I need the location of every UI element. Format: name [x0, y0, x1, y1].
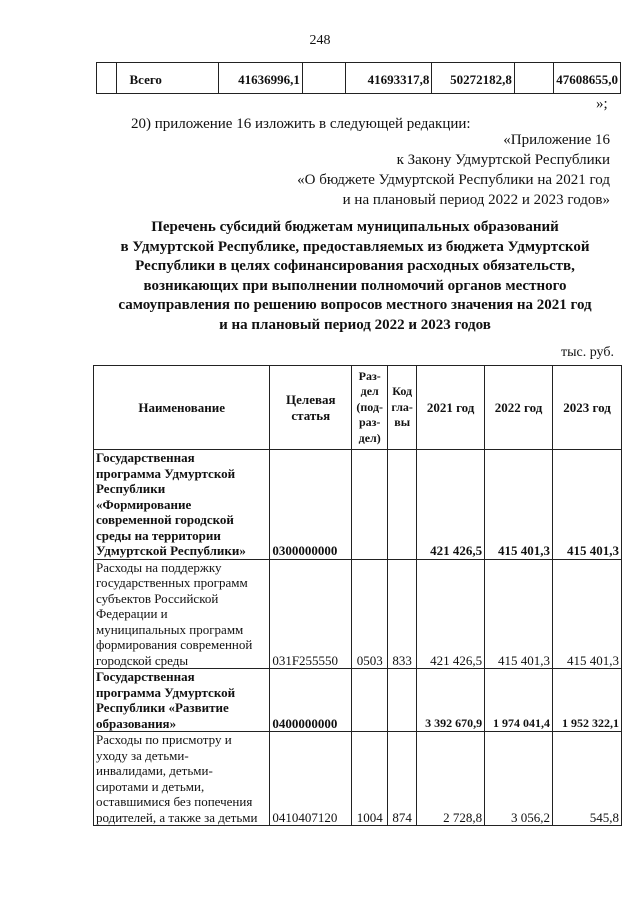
title-line: в Удмуртской Республике, предоставляемых из бюджета Удмуртской: [120, 238, 590, 255]
appendix-line: к Закону Удмуртской Республики: [396, 152, 610, 168]
name-line: субъектов Российской: [96, 590, 219, 606]
name-line: муниципальных программ: [96, 621, 244, 637]
table-row: [94, 732, 622, 826]
name-line: родителей, а также за детьми: [96, 809, 258, 825]
quote-end: »;: [596, 96, 608, 112]
row-target: 0300000000: [270, 450, 352, 560]
row-target: 0410407120: [270, 732, 352, 826]
title-line: возникающих при выполнении полномочий органов местного: [143, 277, 567, 294]
row-code: [388, 669, 417, 732]
table-cell: [514, 63, 553, 94]
row-2022: 415 401,3: [485, 450, 553, 560]
name-line: Расходы по присмотру и: [96, 732, 232, 747]
row-name: [94, 669, 270, 732]
name-line: Республики «Развитие: [96, 700, 229, 715]
title-line: самоуправления по решению вопросов местного значения на 2021 год: [118, 297, 592, 313]
header-line: гла-: [391, 399, 413, 414]
header-2023: 2023 год: [553, 366, 622, 450]
row-target: 031F255550: [270, 559, 352, 669]
page-number: 248: [309, 33, 331, 48]
units-label: тыс. руб.: [561, 345, 614, 360]
name-line: Расходы на поддержку: [96, 559, 222, 575]
name-line: образования»: [96, 715, 177, 731]
row-code: 833: [388, 559, 417, 669]
row-section: [352, 450, 388, 560]
row-2023: 415 401,3: [553, 450, 622, 560]
name-line: инвалидами, детьми-: [96, 763, 213, 778]
appendix-line: «Приложение 16: [503, 132, 610, 148]
header-line: вы: [394, 415, 411, 430]
name-line: оставшимися без попечения: [96, 794, 253, 809]
header-line: Целевая: [286, 392, 336, 407]
appendix-line: «О бюджете Удмуртской Республики на 2021 год: [297, 172, 610, 188]
name-line: Удмуртской Республики»: [96, 543, 246, 558]
name-line: программа Удмуртской: [96, 684, 236, 700]
table-cell: 41636996,1: [218, 63, 302, 94]
name-line: Государственная: [96, 450, 195, 465]
table-cell: [302, 63, 345, 94]
row-section: 0503: [352, 559, 388, 669]
name-line: программа Удмуртской: [96, 465, 236, 481]
row-section: 1004: [352, 732, 388, 826]
row-2021: 2 728,8: [417, 732, 485, 826]
row-name: [94, 732, 270, 826]
header-line: раз-: [358, 415, 381, 430]
name-line: уходу за детьми-: [96, 747, 189, 763]
name-line: государственных программ: [96, 575, 248, 590]
table-cell: [97, 63, 117, 94]
row-2022: 1 974 041,4: [485, 669, 553, 732]
name-line: городской среды: [96, 652, 189, 668]
header-line: дел: [360, 384, 379, 399]
row-2023: 1 952 322,1: [553, 669, 622, 732]
row-2022: 415 401,3: [485, 559, 553, 669]
row-target: 0400000000: [270, 669, 352, 732]
name-line: формирования современной: [96, 637, 253, 652]
row-2021: 421 426,5: [417, 450, 485, 560]
row-2021: 3 392 670,9: [417, 669, 485, 732]
table-cell: 41693317,8: [345, 63, 432, 94]
appendix-line: и на плановый период 2022 и 2023 годов»: [342, 192, 610, 208]
table-row: [94, 669, 622, 732]
row-2023: 415 401,3: [553, 559, 622, 669]
header-2021: 2021 год: [417, 366, 485, 450]
row-code: 874: [388, 732, 417, 826]
row-2021: 421 426,5: [417, 559, 485, 669]
document-title: [100, 218, 610, 335]
table-header-row: [94, 366, 622, 450]
name-line: среды на территории: [96, 527, 221, 543]
total-row-table: [96, 62, 621, 94]
table-row: [94, 450, 622, 560]
row-section: [352, 669, 388, 732]
row-name: [94, 559, 270, 669]
subsidies-table: [93, 365, 622, 826]
row-code: [388, 450, 417, 560]
table-cell: 50272182,8: [432, 63, 514, 94]
title-line: Республики в целях софинансирования расходных обязательств,: [135, 258, 575, 274]
name-line: Государственная: [96, 669, 195, 684]
row-2022: 3 056,2: [485, 732, 553, 826]
row-name: [94, 450, 270, 560]
appendix-heading: [297, 130, 610, 210]
name-line: «Формирование: [96, 496, 192, 512]
header-line: (под-: [356, 399, 384, 414]
header-code: [388, 366, 417, 450]
name-line: Федерации и: [96, 606, 168, 621]
header-target: [270, 366, 352, 450]
total-label: Всего: [117, 63, 218, 94]
header-section: [352, 366, 388, 450]
table-cell: 47608655,0: [554, 63, 621, 94]
name-line: современной городской: [96, 512, 234, 527]
name-line: Республики: [96, 481, 166, 496]
header-name: Наименование: [94, 366, 270, 450]
header-line: Код: [392, 384, 413, 399]
title-line: и на плановый период 2022 и 2023 годов: [219, 316, 491, 333]
header-2022: 2022 год: [485, 366, 553, 450]
title-line: Перечень субсидий бюджетам муниципальных образований: [151, 219, 559, 235]
header-line: дел): [358, 430, 381, 445]
table-row: [94, 559, 622, 669]
header-line: статья: [291, 407, 331, 423]
header-line: Раз-: [358, 368, 381, 383]
intro-text: 20) приложение 16 изложить в следующей редакции:: [131, 116, 471, 132]
row-2023: 545,8: [553, 732, 622, 826]
name-line: сиротами и детьми,: [96, 778, 205, 794]
table-row: [97, 63, 621, 94]
